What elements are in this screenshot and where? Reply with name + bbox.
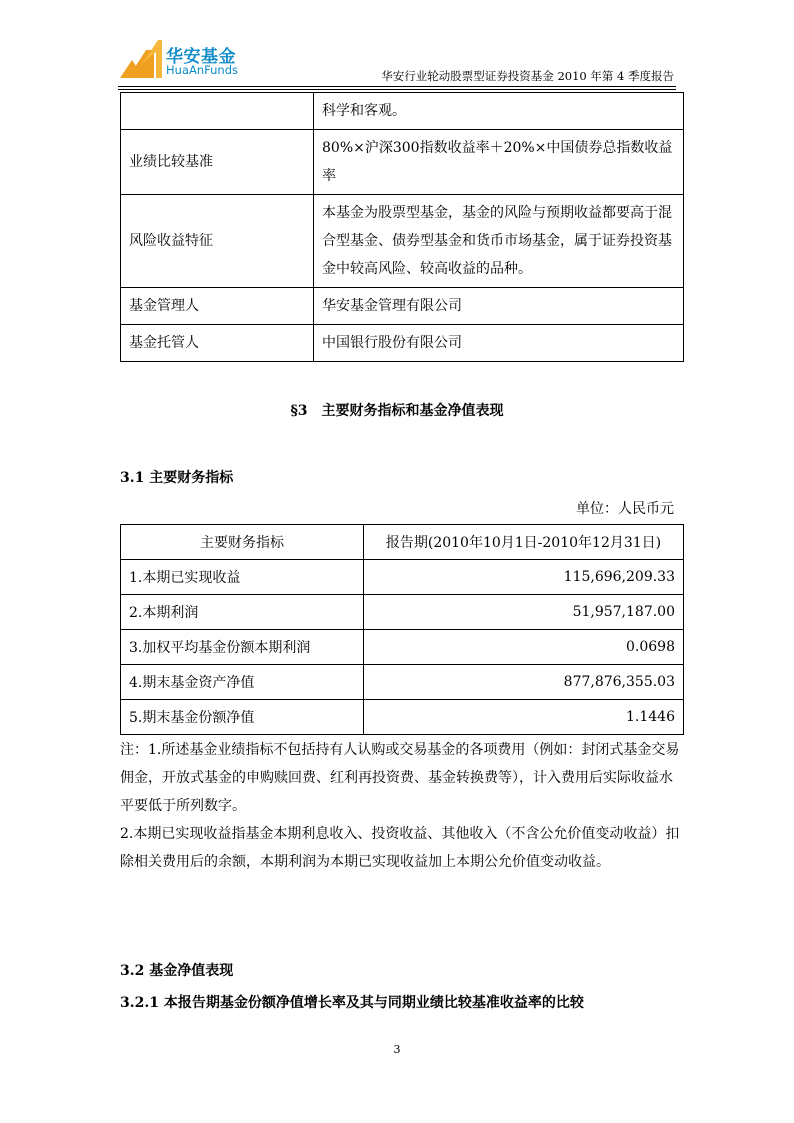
column-header: 报告期(2010年10月1日-2010年12月31日): [364, 525, 684, 560]
table-cell-value: 115,696,209.33: [364, 560, 684, 595]
table-row: [121, 700, 684, 735]
table-cell-label: 1.本期已实现收益: [121, 560, 364, 595]
page-number: 3: [393, 1043, 401, 1056]
table-cell-label: 风险收益特征: [121, 195, 314, 288]
table-cell-value: 80%×沪深300指数收益率＋20%×中国债券总指数收益率: [314, 130, 684, 195]
subsection-heading: 3.2.1 本报告期基金份额净值增长率及其与同期业绩比较基准收益率的比较: [120, 995, 584, 1011]
note-paragraph: 2.本期已实现收益指基金本期利息收入、投资收益、其他收入（不含公允价值变动收益）扣除相关费用后的余额，本期利润为本期已实现收益加上本期公允价值变动收益。: [120, 826, 680, 870]
table-row: [121, 93, 684, 130]
table-cell-label: 4.期末基金资产净值: [121, 665, 364, 700]
header-rule: [118, 89, 676, 90]
table-cell-value: 中国银行股份有限公司: [314, 325, 684, 362]
report-header-title: 华安行业轮动股票型证券投资基金 2010 年第 4 季度报告: [381, 69, 674, 83]
section-title: §3 主要财务指标和基金净值表现: [290, 403, 504, 419]
table-cell-value: 本基金为股票型基金，基金的风险与预期收益都要高于混合型基金、债券型基金和货币市场基金，属于证券投资基金中较高风险、较高收益的品种。: [314, 195, 684, 288]
note-paragraph: 注：1.所述基金业绩指标不包括持有人认购或交易基金的各项费用（例如：封闭式基金交易佣金，开放式基金的申购赎回费、红利再投资费、基金转换费等），计入费用后实际收益水平要低于所列数字。: [120, 742, 680, 814]
table-cell-label: 基金管理人: [121, 288, 314, 325]
table-header-row: [121, 525, 684, 560]
table-cell-label: 2.本期利润: [121, 595, 364, 630]
table-cell-value: 华安基金管理有限公司: [314, 288, 684, 325]
table-row: [121, 288, 684, 325]
huaan-logo-icon: [118, 38, 164, 82]
table-cell-value: 1.1446: [364, 700, 684, 735]
table-cell-label: 5.期末基金份额净值: [121, 700, 364, 735]
table-cell-label: 基金托管人: [121, 325, 314, 362]
table-cell-label: 3.加权平均基金份额本期利润: [121, 630, 364, 665]
company-logo: [118, 38, 248, 84]
table-cell-label: [121, 93, 314, 130]
unit-label: 单位：人民币元: [576, 501, 674, 517]
table-notes: [120, 736, 680, 876]
table-cell-value: 0.0698: [364, 630, 684, 665]
logo-text-cn: 华安基金: [166, 47, 236, 67]
table-cell-value: 877,876,355.03: [364, 665, 684, 700]
table-cell-value: 51,957,187.00: [364, 595, 684, 630]
table-row: [121, 630, 684, 665]
financial-indicators-table: [120, 524, 684, 735]
column-header: 主要财务指标: [121, 525, 364, 560]
table-row: [121, 595, 684, 630]
header-rule: [118, 86, 676, 87]
fund-info-table: [120, 92, 684, 362]
subsection-heading: 3.2 基金净值表现: [120, 963, 234, 979]
table-row: [121, 195, 684, 288]
table-row: [121, 560, 684, 595]
subsection-heading: 3.1 主要财务指标: [120, 470, 234, 486]
table-cell-value: 科学和客观。: [314, 93, 684, 130]
table-row: [121, 130, 684, 195]
table-row: [121, 665, 684, 700]
table-cell-label: 业绩比较基准: [121, 130, 314, 195]
logo-text-en: HuaAnFunds: [166, 63, 238, 77]
table-row: [121, 325, 684, 362]
